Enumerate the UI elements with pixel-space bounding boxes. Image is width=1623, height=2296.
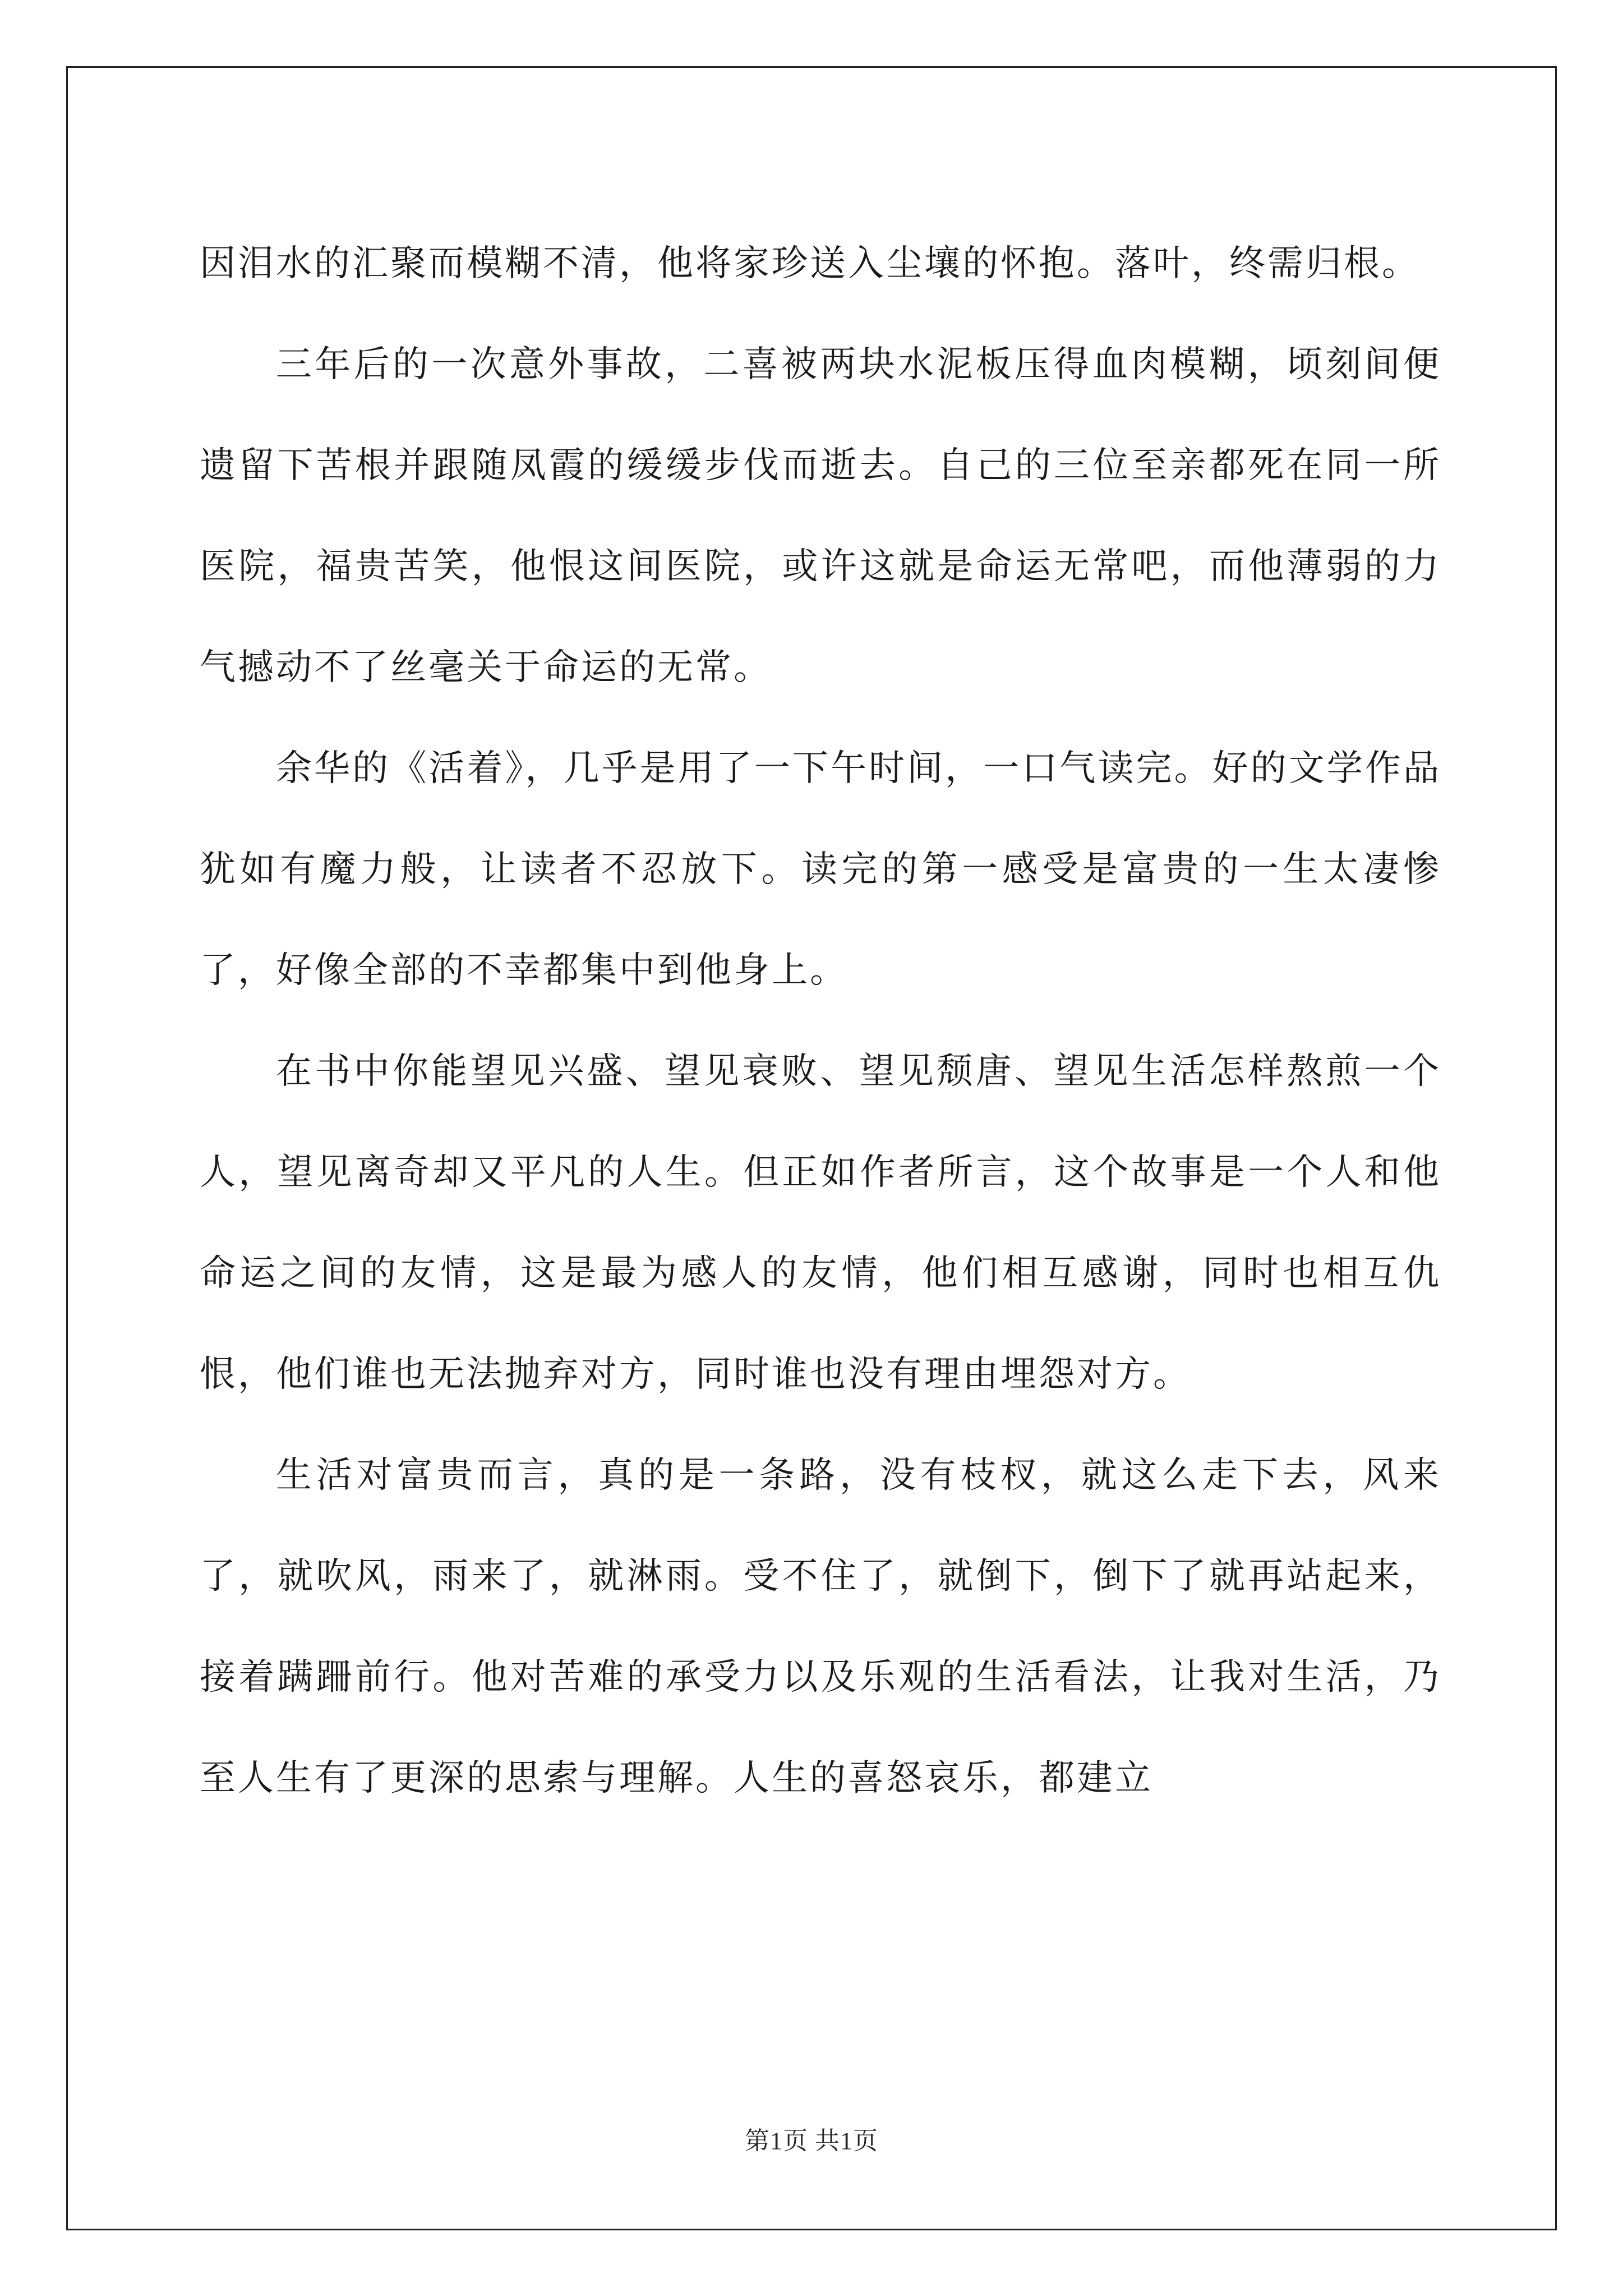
page-number-footer: 第1页 共1页: [745, 2127, 878, 2155]
paragraph-3: 余华的《活着》，几乎是用了一下午时间，一口气读完。好的文学作品犹如有魔力般，让读者不忍放下。读完的第一感受是富贵的一生太凄惨了，好像全部的不幸都集中到他身上。: [200, 748, 1441, 991]
document-body: [200, 213, 1441, 1829]
paragraph-1: 因泪水的汇聚而模糊不清，他将家珍送入尘壤的怀抱。落叶，终需归根。: [200, 243, 1420, 284]
paragraph-5: 生活对富贵而言，真的是一条路，没有枝杈，就这么走下去，风来了，就吹风，雨来了，就淋雨。受不住了，就倒下，倒下了就再站起来，接着蹒跚前行。他对苦难的承受力以及乐观的生活看法，让我对生活，乃至人生有了更深的思索与理解。人生的喜怒哀乐，都建立: [200, 1455, 1441, 1799]
paragraph-4: 在书中你能望见兴盛、望见衰败、望见颓唐、望见生活怎样熬煎一个人，望见离奇却又平凡的人生。但正如作者所言，这个故事是一个人和他命运之间的友情，这是最为感人的友情，他们相互感谢，同时也相互仇恨，他们谁也无法抛弃对方，同时谁也没有理由埋怨对方。: [200, 1051, 1441, 1395]
paragraph-2: 三年后的一次意外事故，二喜被两块水泥板压得血肉模糊，顷刻间便遗留下苦根并跟随凤霞的缓缓步伐而逝去。自己的三位至亲都死在同一所医院，福贵苦笑，他恨这间医院，或许这就是命运无常吧，而他薄弱的力气撼动不了丝毫关于命运的无常。: [200, 344, 1441, 688]
